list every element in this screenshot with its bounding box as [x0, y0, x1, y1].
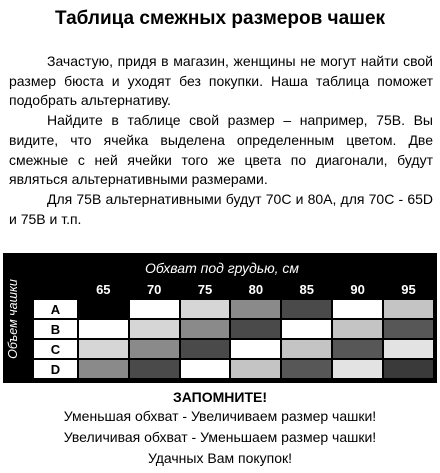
size-cell	[79, 360, 128, 378]
footer-line-2: Увеличивая обхват - Уменьшаем размер чашки!	[63, 429, 377, 445]
size-table	[3, 253, 437, 383]
paragraph-3: Для 75В альтернативными будут 70С и 80А, для 70С - 65D и 75В и т.п.	[9, 190, 433, 227]
size-cell	[384, 360, 433, 378]
column-header: 85	[299, 281, 314, 297]
size-cell	[333, 320, 382, 338]
table-row	[34, 320, 433, 338]
size-cell	[130, 320, 179, 338]
column-header: 90	[350, 281, 365, 297]
footer	[0, 388, 440, 469]
footer-line-1: Уменьшая обхват - Увеличиваем размер чашки!	[63, 408, 377, 424]
size-cell	[130, 360, 179, 378]
size-cell	[231, 300, 280, 318]
cup-caption: Объем чашки	[6, 279, 20, 359]
row-label: A	[34, 300, 77, 318]
remember-heading: ЗАПОМНИТЕ!	[172, 389, 268, 405]
size-cell	[384, 340, 433, 358]
size-cell	[181, 340, 230, 358]
girth-caption: Обхват под грудью, см	[145, 260, 299, 276]
size-cell	[79, 320, 128, 338]
size-cell	[282, 340, 331, 358]
size-cell	[384, 320, 433, 338]
paragraph-2: Найдите в таблице свой размер – например, 75В. Вы видите, что ячейка выделена определенным цветом. Две смежные с ней ячейки того же цвета по диагонали, будут являться альтернативными размерами.	[9, 112, 433, 188]
header-row	[34, 280, 433, 298]
size-cell	[181, 360, 230, 378]
size-cell	[231, 320, 280, 338]
size-cell	[79, 300, 128, 318]
column-header: 95	[401, 281, 416, 297]
size-grid	[32, 278, 435, 380]
row-label: C	[34, 340, 77, 358]
size-cell	[333, 300, 382, 318]
size-cell	[384, 300, 433, 318]
row-label: D	[34, 360, 77, 378]
size-cell	[333, 360, 382, 378]
size-cell	[181, 320, 230, 338]
intro-text	[9, 52, 433, 229]
table-row	[34, 300, 433, 318]
size-cell	[130, 300, 179, 318]
corner-cell	[34, 280, 77, 298]
paragraph-1: Зачастую, придя в магазин, женщины не могут найти свой размер бюста и уходят без покупки. Наша таблица поможет подобрать альтернативу.	[9, 53, 433, 109]
column-header: 75	[197, 281, 213, 297]
size-cell	[79, 340, 128, 358]
footer-line-3: Удачных Вам покупок!	[147, 450, 293, 466]
page-title: Таблица смежных размеров чашек	[54, 8, 386, 29]
size-cell	[181, 300, 230, 318]
row-label: B	[34, 320, 77, 338]
table-row	[34, 360, 433, 378]
size-cell	[282, 300, 331, 318]
column-header: 70	[146, 281, 162, 297]
size-cell	[231, 360, 280, 378]
size-cell	[282, 360, 331, 378]
table-row	[34, 340, 433, 358]
column-header: 80	[248, 281, 264, 297]
column-header: 65	[96, 281, 111, 297]
size-cell	[333, 340, 382, 358]
size-cell	[282, 320, 331, 338]
size-cell	[130, 340, 179, 358]
size-cell	[231, 340, 280, 358]
